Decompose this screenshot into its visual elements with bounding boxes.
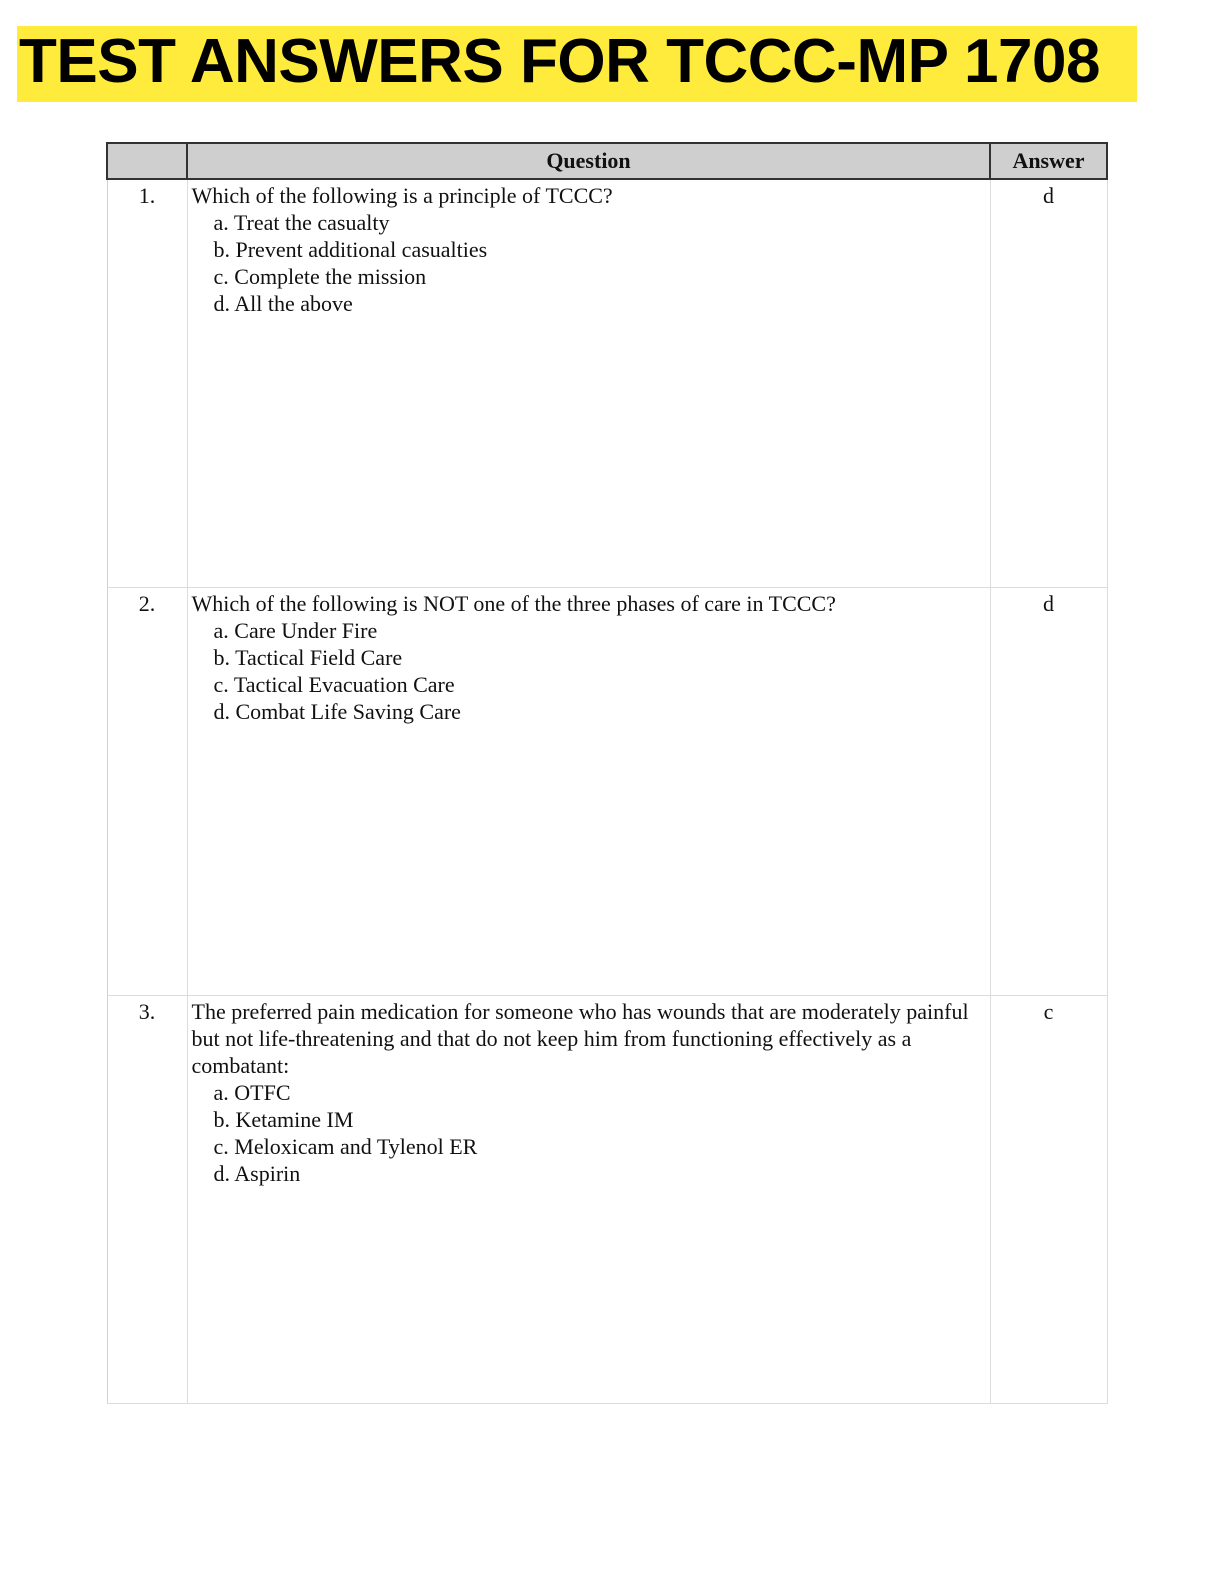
- answers-table: [106, 142, 1108, 1404]
- question-number: 2.: [107, 588, 187, 996]
- header-number: [107, 143, 187, 179]
- option-a: a. OTFC: [213, 1080, 291, 1105]
- option-list: [192, 1079, 982, 1187]
- option-c: c. Tactical Evacuation Care: [213, 672, 455, 697]
- option-a: a. Care Under Fire: [213, 618, 378, 643]
- header-question: Question: [187, 143, 990, 179]
- answer-cell: d: [990, 588, 1107, 996]
- question-text: Which of the following is NOT one of the three phases of care in TCCC?: [191, 591, 836, 616]
- option-b: b. Tactical Field Care: [213, 645, 403, 670]
- option-c: c. Meloxicam and Tylenol ER: [213, 1134, 478, 1159]
- question-text: Which of the following is a principle of TCCC?: [191, 183, 613, 208]
- option-c: c. Complete the mission: [213, 264, 427, 289]
- question-cell: [187, 996, 990, 1404]
- option-list: [192, 209, 982, 317]
- table-header-row: [107, 143, 1107, 179]
- option-list: [192, 617, 982, 725]
- question-number: 1.: [107, 179, 187, 588]
- question-cell: [187, 588, 990, 996]
- header-answer: Answer: [990, 143, 1107, 179]
- option-b: b. Prevent additional casualties: [213, 237, 488, 262]
- question-number: 3.: [107, 996, 187, 1404]
- question-text: The preferred pain medication for someone who has wounds that are moderately painful but not life-threatening and that do not keep him from functioning effectively as a combatant:: [191, 999, 969, 1078]
- option-a: a. Treat the casualty: [213, 210, 390, 235]
- table-row: [107, 996, 1107, 1404]
- option-d: d. All the above: [213, 291, 353, 316]
- answer-cell: c: [990, 996, 1107, 1404]
- document-title: TEST ANSWERS FOR TCCC-MP 1708: [19, 27, 1100, 96]
- answer-cell: d: [990, 179, 1107, 588]
- question-cell: [187, 179, 990, 588]
- option-b: b. Ketamine IM: [213, 1107, 354, 1132]
- table-row: [107, 179, 1107, 588]
- option-d: d. Combat Life Saving Care: [213, 699, 461, 724]
- title-banner: [17, 26, 1137, 102]
- table-row: [107, 588, 1107, 996]
- option-d: d. Aspirin: [213, 1161, 301, 1186]
